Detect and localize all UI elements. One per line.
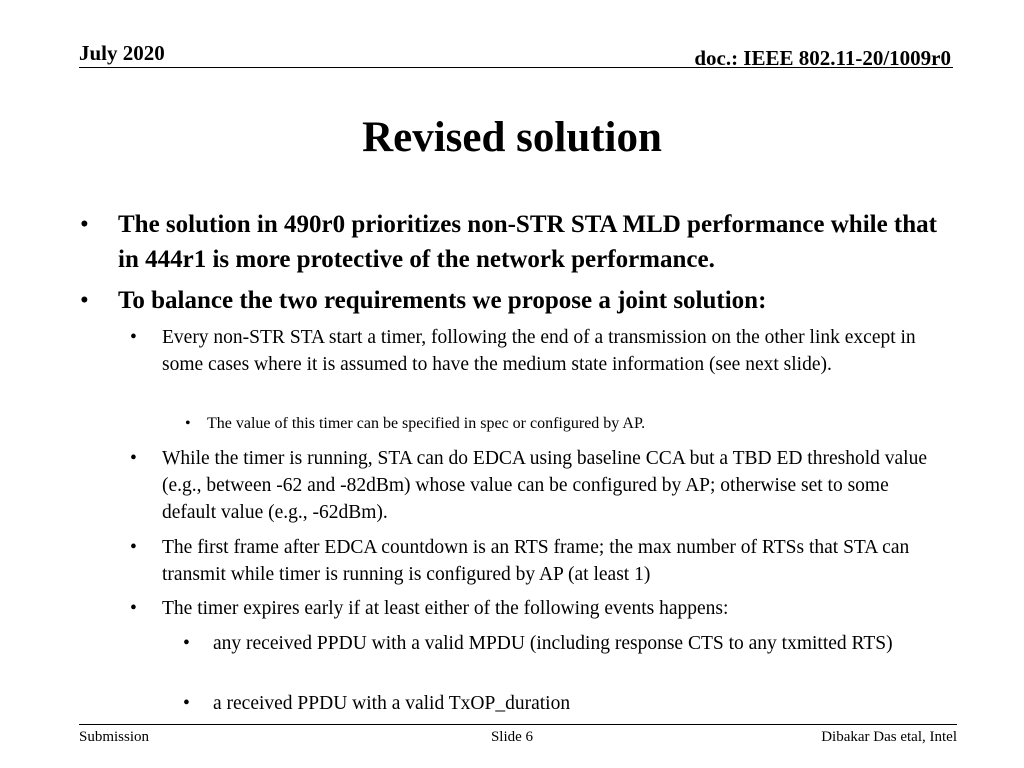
footer-author: Dibakar Das etal, Intel [821,729,957,745]
bullet-level2 [130,445,942,526]
bullet-level4 [183,690,913,717]
header-date: July 2020 [79,41,165,65]
bullet-text: Every non-STR STA start a timer, following the end of a transmission on the other link except in some cases where it is assumed to have the medium state information (see next slide). [162,327,916,375]
bullet-text: While the timer is running, STA can do EDCA using baseline CCA but a TBD ED threshold value (e.g., between -62 and -82dBm) whose value can be configured by AP; otherwise set to some default value (e.g., -62dBm). [162,448,927,523]
bullet-text: The value of this timer can be specified in spec or configured by AP. [207,415,646,432]
bullet-dot: • [130,537,137,558]
bullet-level4 [183,630,913,657]
slide-title: Revised solution [362,114,662,161]
bullet-dot: • [80,211,89,238]
bullet-dot: • [130,327,137,348]
bullet-level1 [80,283,938,318]
bullet-level3 [185,413,927,435]
bullet-text: To balance the two requirements we propose a joint solution: [118,287,767,314]
bullet-dot: • [183,633,190,654]
bullet-level1 [80,207,938,277]
bullet-text: a received PPDU with a valid TxOP_duration [213,693,571,714]
footer-slide-number: Slide 6 [490,729,534,745]
bullet-level2 [130,324,942,378]
header-divider [79,67,953,68]
bullet-dot: • [130,598,137,619]
bullet-text: any received PPDU with a valid MPDU (including response CTS to any txmitted RTS) [213,633,893,654]
footer-submission: Submission [79,729,150,745]
bullet-dot: • [185,415,191,432]
bullet-dot: • [183,693,190,714]
bullet-text: The solution in 490r0 prioritizes non-STR STA MLD performance while that in 444r1 is more protective of the network performance. [118,211,937,273]
bullet-text: The first frame after EDCA countdown is an RTS frame; the max number of RTSs that STA can transmit while timer is running is configured by AP (at least 1) [162,537,910,585]
bullet-dot: • [130,448,137,469]
bullet-level2 [130,595,942,622]
header-doc-id: doc.: IEEE 802.11-20/1009r0 [694,46,951,70]
bullet-dot: • [80,287,89,314]
bullet-text: The timer expires early if at least either of the following events happens: [162,598,729,619]
bullet-level2 [130,534,942,588]
footer-divider [79,724,957,725]
